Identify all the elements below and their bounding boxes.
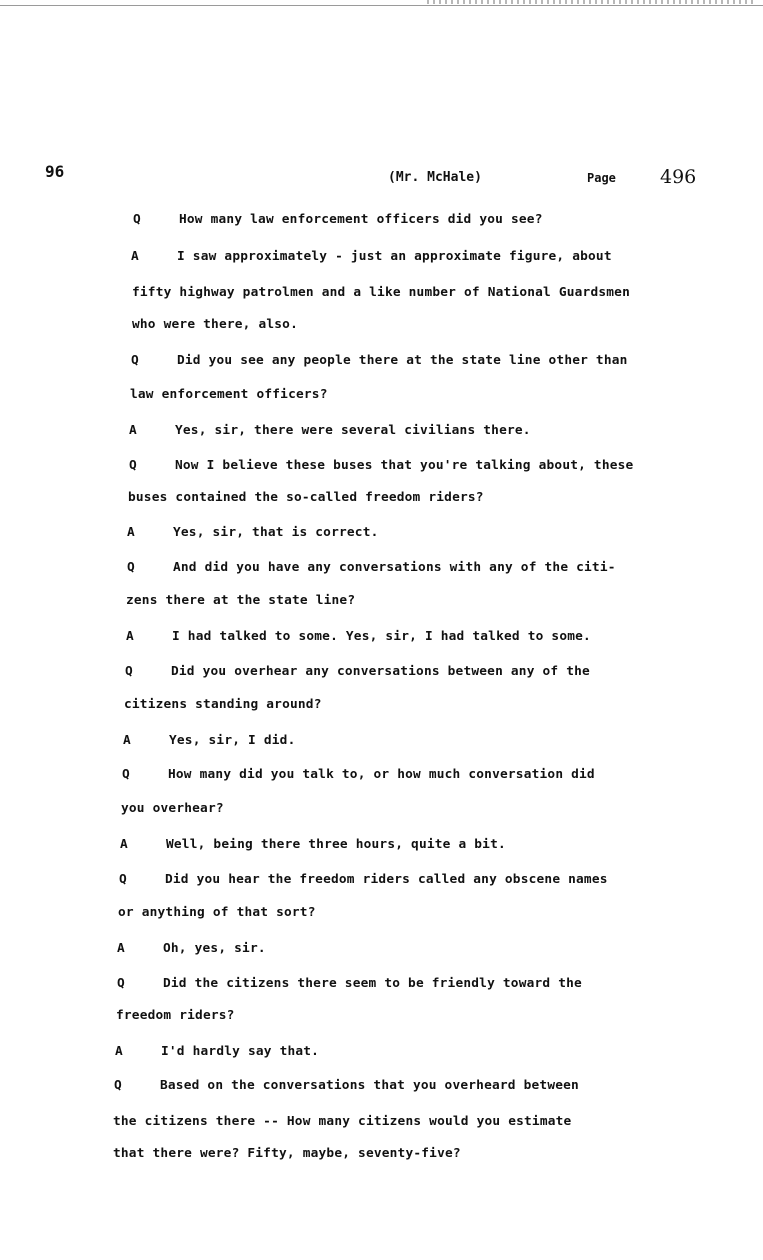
line-text: I had talked to some. Yes, sir, I had talked to some. xyxy=(172,629,591,644)
continuation-line xyxy=(116,1008,235,1023)
answer-line xyxy=(115,1044,319,1059)
continuation-line xyxy=(124,697,322,712)
speaker-marker: Q xyxy=(117,976,125,991)
question-line xyxy=(127,560,616,575)
line-text: that there were? Fifty, maybe, seventy-five? xyxy=(113,1146,461,1161)
speaker-marker: Q xyxy=(129,458,137,473)
speaker-marker: A xyxy=(117,941,125,956)
line-text: Did you hear the freedom riders called any obscene names xyxy=(165,872,608,887)
answer-line xyxy=(129,423,531,438)
line-text: Based on the conversations that you overheard between xyxy=(160,1078,579,1093)
continuation-line xyxy=(113,1146,461,1161)
line-text: Did you overhear any conversations between any of the xyxy=(171,664,590,679)
speaker-header: (Mr. McHale) xyxy=(388,170,482,185)
top-edge-stamp xyxy=(427,0,757,4)
answer-line xyxy=(120,837,506,852)
question-line xyxy=(117,976,582,991)
question-line xyxy=(129,458,633,473)
speaker-marker: A xyxy=(131,249,139,264)
question-line xyxy=(114,1078,579,1093)
line-text: How many did you talk to, or how much conversation did xyxy=(168,767,595,782)
speaker-marker: Q xyxy=(131,353,139,368)
speaker-marker: A xyxy=(127,525,135,540)
continuation-line xyxy=(118,905,316,920)
speaker-marker: Q xyxy=(127,560,135,575)
line-text: Yes, sir, there were several civilians there. xyxy=(175,423,531,438)
question-line xyxy=(119,872,608,887)
line-text: who were there, also. xyxy=(132,317,298,332)
line-text: I'd hardly say that. xyxy=(161,1044,320,1059)
line-text: Now I believe these buses that you're talking about, these xyxy=(175,458,634,473)
speaker-marker: Q xyxy=(122,767,130,782)
line-text: law enforcement officers? xyxy=(130,387,328,402)
line-text: buses contained the so-called freedom riders? xyxy=(128,490,484,505)
line-text: the citizens there -- How many citizens would you estimate xyxy=(113,1114,572,1129)
line-text: Yes, sir, I did. xyxy=(169,733,296,748)
top-edge-rule xyxy=(0,5,763,6)
answer-line xyxy=(117,941,266,956)
speaker-marker: A xyxy=(129,423,137,438)
speaker-marker: Q xyxy=(125,664,133,679)
line-text: Oh, yes, sir. xyxy=(163,941,266,956)
speaker-marker: A xyxy=(115,1044,123,1059)
line-text: Did you see any people there at the state line other than xyxy=(177,353,628,368)
line-text: Well, being there three hours, quite a bit. xyxy=(166,837,506,852)
line-text: zens there at the state line? xyxy=(126,593,356,608)
line-text: And did you have any conversations with any of the citi- xyxy=(173,560,616,575)
speaker-marker: A xyxy=(120,837,128,852)
answer-line xyxy=(123,733,295,748)
page-label: Page xyxy=(587,171,616,185)
line-text: citizens standing around? xyxy=(124,697,322,712)
speaker-marker: Q xyxy=(119,872,127,887)
answer-line xyxy=(126,629,591,644)
speaker-marker: A xyxy=(126,629,134,644)
answer-line xyxy=(127,525,379,540)
line-text: or anything of that sort? xyxy=(118,905,316,920)
line-text: fifty highway patrolmen and a like number of National Guardsmen xyxy=(132,285,630,300)
question-line xyxy=(133,212,543,227)
line-text: Yes, sir, that is correct. xyxy=(173,525,379,540)
page-number: 496 xyxy=(660,166,697,188)
speaker-marker: A xyxy=(123,733,131,748)
continuation-line xyxy=(132,285,630,300)
line-text: freedom riders? xyxy=(116,1008,235,1023)
line-text: Did the citizens there seem to be friendly toward the xyxy=(163,976,582,991)
continuation-line xyxy=(130,387,328,402)
continuation-line xyxy=(113,1114,571,1129)
question-line xyxy=(125,664,590,679)
continuation-line xyxy=(132,317,298,332)
answer-line xyxy=(131,249,612,264)
continuation-line xyxy=(121,801,224,816)
line-text: you overhear? xyxy=(121,801,224,816)
line-text: How many law enforcement officers did you see? xyxy=(179,212,543,227)
continuation-line xyxy=(126,593,355,608)
line-text: I saw approximately - just an approximate figure, about xyxy=(177,249,612,264)
continuation-line xyxy=(128,490,484,505)
question-line xyxy=(122,767,595,782)
page-left-number: 96 xyxy=(45,162,65,181)
speaker-marker: Q xyxy=(133,212,141,227)
speaker-marker: Q xyxy=(114,1078,122,1093)
question-line xyxy=(131,353,628,368)
